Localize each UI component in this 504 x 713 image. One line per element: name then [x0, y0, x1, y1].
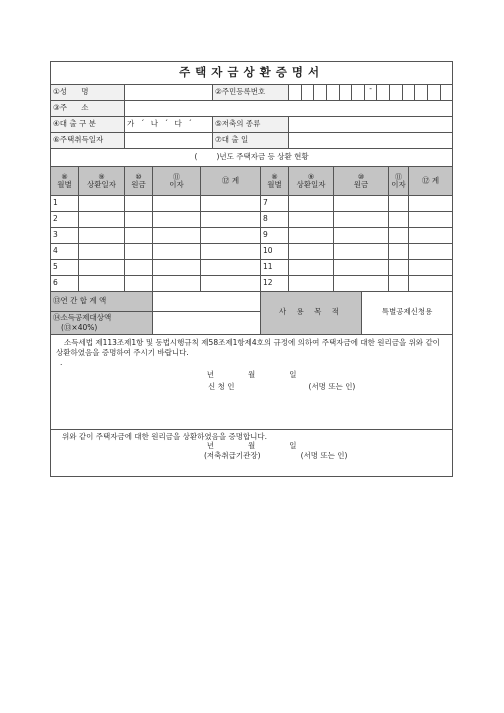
- dot-mark: .: [60, 358, 63, 368]
- acquisition-date-label: ⑥주택취득일자: [51, 133, 125, 149]
- statement-block: [51, 334, 453, 429]
- table-row: [51, 196, 453, 212]
- address-field[interactable]: [125, 101, 453, 117]
- acquisition-date-field[interactable]: [125, 133, 213, 149]
- institution-date: 년 월 일: [206, 441, 297, 451]
- month-cell: 8: [261, 212, 289, 228]
- deduction-label: ⑭소득공제대상액 (⑬×40%): [51, 312, 153, 335]
- form-title: 주택자금상환증명서: [51, 62, 453, 85]
- month-cell: 6: [51, 276, 79, 292]
- annual-total-row: [51, 292, 453, 312]
- header-total: ⑫ 계: [201, 167, 261, 196]
- section-title: ( )년도 주택자금 등 상환 현황: [51, 149, 453, 167]
- row-address: [51, 101, 453, 117]
- table-header-row: [51, 167, 453, 196]
- title-row: [51, 62, 453, 85]
- header-repay-date-2: ⑨ 상환일자: [289, 167, 334, 196]
- address-label: ③주 소: [51, 101, 125, 117]
- header-interest: ⑪ 이자: [153, 167, 201, 196]
- header-repay-date: ⑨ 상환일자: [79, 167, 125, 196]
- resident-no-field[interactable]: [289, 85, 453, 101]
- deduction-field[interactable]: [153, 312, 261, 335]
- table-row: [51, 212, 453, 228]
- savings-type-label: ⑤저축의 종류: [213, 117, 289, 133]
- loan-type-options[interactable]: 가 ´ 나 ´ 다 ´: [125, 117, 213, 133]
- header-total-2: ⑫ 계: [409, 167, 453, 196]
- month-cell: 2: [51, 212, 79, 228]
- savings-type-field[interactable]: [289, 117, 453, 133]
- row-loan-type: [51, 117, 453, 133]
- loan-date-label: ⑦대 출 일: [213, 133, 289, 149]
- annual-total-label: ⑬연 간 합 계 액: [51, 292, 153, 312]
- annual-total-field[interactable]: [153, 292, 261, 312]
- loan-date-field[interactable]: [289, 133, 453, 149]
- header-month-2: ⑧ 월별: [261, 167, 289, 196]
- row-name: [51, 85, 453, 101]
- month-cell: 5: [51, 260, 79, 276]
- applicant-date: 년 월 일: [206, 369, 297, 379]
- table-row: [51, 276, 453, 292]
- resident-no-dash: -: [365, 85, 378, 100]
- month-cell: 12: [261, 276, 289, 292]
- header-interest-2: ⑪ 이자: [389, 167, 409, 196]
- name-label: ①성 명: [51, 85, 125, 101]
- table-row: [51, 244, 453, 260]
- row-dates: [51, 133, 453, 149]
- institution-line: (저축취급기관장) (서명 또는 인): [204, 450, 348, 460]
- month-cell: 7: [261, 196, 289, 212]
- month-cell: 1: [51, 196, 79, 212]
- header-principal-2: ⑩ 원금: [334, 167, 389, 196]
- section-title-row: [51, 149, 453, 167]
- certificate-form: [50, 61, 453, 477]
- purpose-value: 특별공제신청용: [362, 292, 453, 335]
- purpose-label: 사 용 목 적: [261, 292, 362, 335]
- month-cell: 4: [51, 244, 79, 260]
- table-row: [51, 260, 453, 276]
- header-month: ⑧ 월별: [51, 167, 79, 196]
- applicant-line: 신 청 인 (서명 또는 인): [208, 381, 356, 391]
- statement-row: [51, 334, 453, 429]
- table-row: [51, 228, 453, 244]
- month-cell: 10: [261, 244, 289, 260]
- certification-text: 위와 같이 주택자금에 대한 원리금을 상환하였음을 증명합니다.: [62, 431, 268, 441]
- certification-row: [51, 429, 453, 476]
- name-field[interactable]: [125, 85, 213, 101]
- loan-type-label: ④대 출 구 분: [51, 117, 125, 133]
- month-cell: 11: [261, 260, 289, 276]
- header-principal: ⑩ 원금: [125, 167, 153, 196]
- month-cell: 3: [51, 228, 79, 244]
- month-cell: 9: [261, 228, 289, 244]
- statement-text: 소득세법 제113조제1항 및 동법시행규칙 제58조제1항제4호의 규정에 의하여 주택자금에 대한 원리금을 위와 같이 상환하였음을 증명하여 주시기 바랍니다.: [56, 337, 440, 358]
- certification-block: [51, 429, 453, 476]
- resident-no-label: ②주민등록번호: [213, 85, 289, 101]
